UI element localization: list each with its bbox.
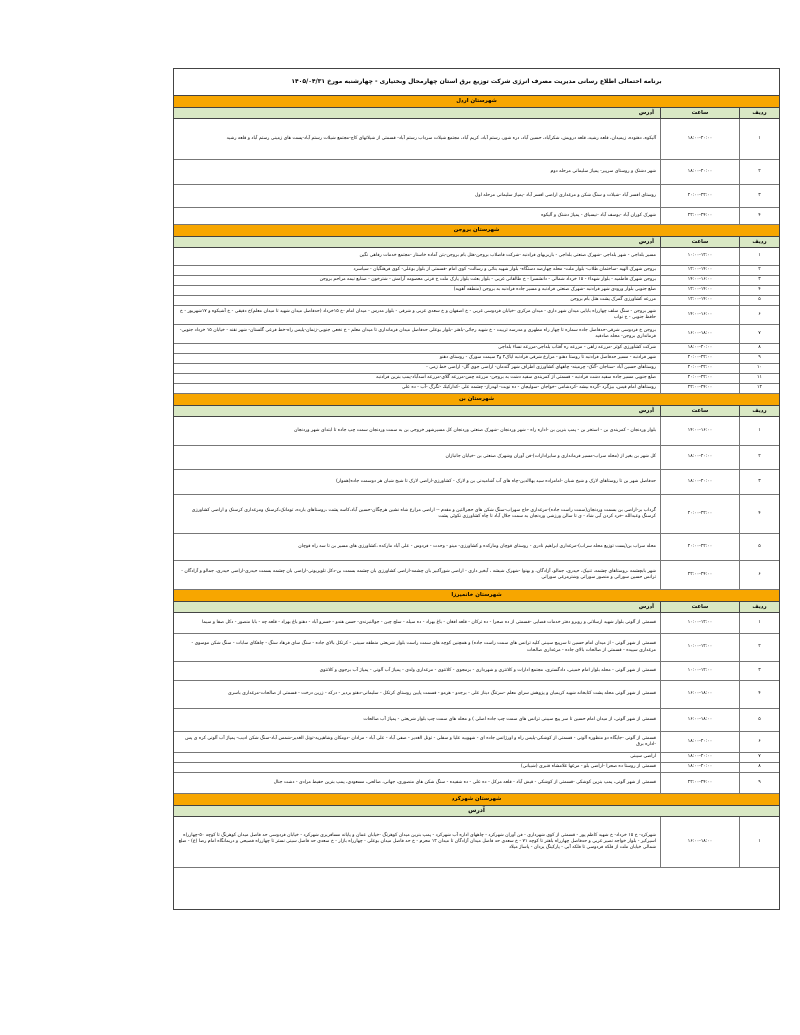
row-address: شهر بروجن - سنگ سلف چهارراه بابایی میدان شهر داری - میدان مرکزی -خیابان فردوسی غربی - خ اصفهان و خ سعدی غربی و شرقی - بلوار مدرس - میدان امام -خ ۱۵خرداد (حدفاصل میدان شهید تا میدان معلم)خ دقیقی - خ آشیکوه و ۱۷شهریور - خ حافظ جنوبی - خ نواب	[179, 308, 656, 320]
row-number: ۱	[739, 248, 779, 265]
row-number: ۳	[739, 276, 779, 285]
row-address: شهرکرد- خ ۱۵ خرداد- خ شهید کاظم پور - قسمتی از کوی شهرداری - فن آوران شهرکرد - چاههای اداره آب شهرکرد - پمپ بنزین میدان کوهرنگ -خیابان عمان و پایانه مسافربری شهرکرد - خیابان فردوسی حد فاصل میدان کوهرنگ تا کوچه ۵۰-چهارراه اسپرکیر - بلوار خواجه نصیر غربی و حدفاصل چهارراه باهنر تا کوچه ۷۱ - خ سعدی حد فاصل میدان آزادگان تا میدان ۱۲ محرم - خ حد فاصل میدان بوعلی - چهارراه بازار - خ سعدی حد فاصل سینی نستر تا چهارراه فصیحی و دربمانگاه امام رضا (ع) - ضلع شمالی خیابان ملت از فلکه فردوسی تا فلکه آبی - پارکینگ یزدان - پاساژ میلاد	[178, 832, 656, 851]
row-number: ۳	[739, 185, 779, 207]
row-number: ۴	[739, 286, 779, 295]
row-number: ۶	[739, 732, 779, 752]
row-address: حدفاصل شهر بن تا روستاهای لارک و شیخ شبان -امامزاده سید بهاالدین-چاه های آب آشامیدنی بن و لارک - کشاورزی-اراضی لارک تا شیخ شبان هر دوسمت جاده(هموار)	[335, 478, 656, 484]
section-header: شهرستان شهرکرد	[174, 794, 779, 806]
row-address: روستای افسر آباد -شیلات و سنگ شکن و مرغداری اراضی افسر آباد -پمپاژ سلیمانی مرحله اول	[475, 192, 656, 198]
row-time: ۱۸:۰۰-۲۰:۰۰	[660, 446, 739, 469]
table-row	[174, 534, 779, 561]
table-row	[174, 325, 779, 344]
row-time: ۱۸:۰۰-۲۰:۰۰	[660, 732, 739, 752]
row-time: ۱۶:۰۰-۱۸:۰۰	[660, 709, 739, 731]
column-header-row	[174, 108, 779, 119]
row-number: ۵	[739, 709, 779, 731]
row-number: ۶	[739, 561, 779, 589]
row-address: شرکت کشاورزی کوثر -مزرعه زاهی - مزرعه ره آفتاب بلداجی-مزرعه نساء بلداجی	[498, 345, 656, 351]
row-time: ۱۴:۰۰-۱۶:۰۰	[660, 306, 739, 324]
row-time: ۲۰:۰۰-۲۲:۰۰	[660, 364, 739, 373]
document-title: برنامه احتمالی اطلاع رسانی مدیریت مصرف انرژی شرکت توزیع برق استان چهارمحال وبختیاری - چهارشنبه مورخ ۱۴۰۵/۰۴/۳۱	[174, 69, 779, 96]
table-row	[174, 561, 779, 590]
table-row	[174, 286, 779, 296]
row-time: ۱۲:۰۰-۱۴:۰۰	[660, 266, 739, 275]
row-address: شهر بابچشمه ،روستاهای چشمه، تنبیک، حیدری، جمالو، آزادگان، و بهنوا -شهرک شیشه ، آبخیز داری - اراضی شورآکبیر بان چشمه-اراضی کشاورزی بان چشمه بسمت بن-دکل تلویزیونی-اراضی بان چشمه بسمت حیدری-اراضی حیدری، جمالو و آزادگان - ترانس حسین سوراتی و منصور سوراتی وشترمرغی سوراتی	[181, 568, 656, 580]
table-row	[174, 384, 779, 394]
schedule-document	[173, 68, 780, 910]
column-header-time: ساعت	[660, 406, 739, 416]
row-time: ۱۲:۰۰-۱۴:۰۰	[660, 286, 739, 295]
row-address: اراضی سیبنی	[630, 754, 656, 760]
row-time: ۲۲:۰۰-۲۴:۰۰	[660, 384, 739, 393]
row-number: ۱۱	[739, 374, 779, 383]
row-time: ۱۶:۰۰-۱۸:۰۰	[660, 681, 739, 708]
row-address: روستاهای حسین آباد -سناجان -گنک- چرمینه- چاههای کشاورزی اطراف شهر گندمان- اراضی جوی گل- اراضی خط زمی -	[426, 365, 656, 371]
row-number: ۲	[739, 266, 779, 275]
row-address: قسمتی از آلونی -جایگاه دو منظوره آلونی - قسمتی از کوشکی-پلیس راه و اورژانس جاده ای - شهوبیه علیا و سفلی - تونل الغدیر - صفی آباد - علی آباد - مرادان -دومکان وشاهپریه-تونل الغدیر-شمس آباد-سنگ شکن ادیب- پمپاژ آب آلونی کره ی پس -اداره برق	[185, 735, 656, 747]
table-row	[174, 296, 779, 306]
row-address: مزرعه کشاورزی گمرک پشت هتل بام بروجن	[570, 297, 656, 303]
section-header: شهرستان اردل	[174, 96, 779, 108]
row-address: کل شهر بن بغیر از (محله سراب-مسیر فرمانداری و سایرادارات)-فن آوران وشهرک صنعتی بن -خیابان جانبازان	[445, 454, 656, 460]
row-number: ۲	[739, 634, 779, 661]
table-row	[174, 732, 779, 753]
row-time: ۱۸:۰۰-۲۰:۰۰	[660, 160, 739, 184]
table-row	[174, 417, 779, 446]
row-address: مسیر بلداجی - شهر بلداجی -شهرک صنعتی بلداجی - باربریهای فرادنبه -شرکت فاضلاب بروجن-هتل بام بروجن-بتن آماده خاستار -مجتمع خدمات رفاهی نگین	[359, 253, 656, 259]
row-address: ضلع جنوبی بلوار ورودی شهر فرادنبه -شهرک صنعتی فرادنبه و مسیر جاده فرادنبه به بروجن (منطقه آهویه)	[453, 287, 656, 293]
row-number: ۱	[739, 613, 779, 633]
row-time: ۱۴:۰۰-۱۶:۰۰	[660, 417, 739, 445]
row-number: ۴	[739, 681, 779, 708]
sections-container	[174, 96, 779, 868]
column-header-address: آدرس	[468, 807, 485, 814]
row-address: شهر دشتک و روستای سرپیر- پمپاژ سلیمانی مرحله دوم	[550, 168, 656, 174]
column-header-address: آدرس	[638, 239, 654, 245]
row-address: قسمتی از شهر آلونی - از میدان امام حسین تا سرپیچ سیبنی کلیه ترانس های سمت راست جاده) و همچنین کوچه های سمت راست بلوار شریعتی منطقه سیبنی - کرتکل بالای جاده - سنگ سای فرهاد سنگ - چاهکای سابات - سنگ شکن موسوی - مرغداری سپیده - قسمتی از صالحات بالای جاده - مرغداری صالحات	[191, 641, 656, 653]
row-number: ۵	[739, 296, 779, 305]
row-address: گرداب بر-اراضی بن بسمت وردنجان(سمت راست جاده)-مرغداری حاج سهراب-سنگ شکن های حجرالثین و مقدم -- اراضی مزارع شاه نشین هرچگان-حسین آباد،کاسه پشت ،روستاهای بارده، تومانک،کرسنک ومرغداری کرسنک و اراضی کشاورزی کرسنگ وعبدالله -خرد کردن آبی شاد - ی تا سالن ورزشی وردنجان به سمت جلال آباد تا چاه کشاورزی نکوئی پشت	[191, 507, 656, 519]
table-row	[174, 160, 779, 185]
table-row	[174, 344, 779, 354]
row-time: ۲۰:۰۰-۲۲:۰۰	[660, 534, 739, 560]
row-time: ۲۰:۰۰-۲۲:۰۰	[660, 374, 739, 383]
table-row	[174, 753, 779, 763]
row-time: ۱۶:۰۰-۱۸:۰۰	[660, 325, 739, 343]
row-number: ۲	[739, 446, 779, 469]
table-row	[174, 709, 779, 732]
row-number: ۱	[739, 417, 779, 445]
column-header-time: ساعت	[660, 108, 739, 118]
row-time: ۱۶:۰۰-۱۸:۰۰	[660, 817, 739, 867]
row-number: ۴	[739, 208, 779, 224]
row-number: ۲	[739, 160, 779, 184]
row-number: ۹	[739, 354, 779, 363]
column-header-address: آدرس	[638, 408, 654, 414]
row-time: ۱۰:۰۰-۱۲:۰۰	[660, 662, 739, 680]
row-time: ۱۸:۰۰-۲۰:۰۰	[660, 344, 739, 353]
row-number: ۶	[739, 306, 779, 324]
row-time: ۱۸:۰۰-۲۰:۰۰	[660, 470, 739, 494]
row-number: ۷	[739, 325, 779, 343]
row-number: ۸	[739, 763, 779, 772]
row-address: قسمتی از آلونی بلوار شهید ارسلانی و روبرو دفتر خدمات قضایی -قسمتی از ده صحرا - ده ترکان - قلعه افغان - باغ بهزاد - ده سیله - سلج چین - جوالنبرندی- حسن هندو - خسرو آباد - دهنو باغ بهزاد - قلعه چه - بابا منصور - دکل صفا و سیما	[202, 619, 656, 625]
column-header-row	[174, 806, 779, 817]
table-row	[174, 681, 779, 709]
row-number: ۱	[739, 119, 779, 159]
table-row	[174, 495, 779, 534]
row-time: ۱۰:۰۰-۱۲:۰۰	[660, 634, 739, 661]
column-header-address: آدرس	[638, 110, 654, 116]
row-address: قسمتی از روستا ده صحرا -اراضی بلو - مرغها غلامشاه قنبری (شیبانی)	[520, 764, 656, 770]
row-address: شهر فرادنبه - مسیر حدفاصل فرادنبه تا روستا دهنو - مزارع شرقی فرادنبه ایاک۲ و۳ سیمت سورک - روستای دهنو	[439, 355, 656, 361]
row-time: ۱۸:۰۰-۲۰:۰۰	[660, 763, 739, 772]
column-header-no: ردیف	[739, 237, 779, 247]
table-row	[174, 276, 779, 286]
row-address: بروجن خ فردوسی شرقی-حدفاصل جاده سماره تا چهار راه مطهری و مدرسه تربیت - خ شهید رجائی-باهنر -بلوار بوعلی حدفاصل میدان فرمانداری تا میدان معلم - خ نخعی جنوبی-زنمان-پلیس راه-خط فرعی گلستان- شهر نقنه - خیابان ۱۵ خرداد جنوبی- فرمانداری بروجن- محله صادقیه	[179, 327, 656, 339]
row-number: ۸	[739, 344, 779, 353]
column-header-address: آدرس	[638, 604, 654, 610]
row-time: ۱۰:۰۰-۱۲:۰۰	[660, 248, 739, 265]
row-address: بروجن شهرک الهیه -ساختمان طلاب- بلوار ملت- محله چهارصد دستگاه- بلوار شهید بنائی و رسالت- کوی امام -قسمتی از بلوار بوعلی- کوی فرهنگیان - سیاسرد	[353, 267, 656, 273]
column-header-no: ردیف	[739, 602, 779, 612]
table-row	[174, 613, 779, 634]
table-row	[174, 662, 779, 681]
row-address: قسمتی از شهر آلونی، پمپ بنزین کوشکی -قسمتی از کوشکی - قیش آباد - قلعه مزکل - ده علی - ده شفیده - سنگ شکن های منصوری، جهانی، صالحی، مسعودی، پمپ بنزین حفیط مرادی - دشت جنال	[273, 779, 656, 785]
column-header-no: ردیف	[739, 406, 779, 416]
row-address: بروجن شهرک فاطمیه - بلوار شهداء - ۱۵ خرداد شمالی - دانشسرا - خ طالقانی غربی - بلوار بعثت بلوار پارک ملت خ قرنی معصومه آرامش - شترخون - صنایع نیمه مراحم بروجن	[319, 277, 656, 283]
row-number: ۱۰	[739, 364, 779, 373]
column-header-row	[174, 237, 779, 248]
table-row	[174, 374, 779, 384]
row-time: ۱۲:۰۰-۱۴:۰۰	[660, 296, 739, 305]
column-header-time: ساعت	[660, 237, 739, 247]
table-row	[174, 446, 779, 470]
row-number: ۹	[739, 773, 779, 793]
row-address: محله سراب بن(پست توزیع محله سراب)-مرغداری ابراهیم نادری - روستای قوچان ومارکده و کشاورزی- مینو - وحدت - فردوس - علی آباد مارکده ،کشاورزی های مسیر بن تا سه راه قوچان	[298, 543, 656, 549]
row-time: ۱۸:۰۰-۲۰:۰۰	[660, 119, 739, 159]
row-address: قسمتی از شهر آلونی، از میدان امام حسین تا سر پیچ سیبنی ترانس های سمت چپ جاده اصلی ) و محله های سمت چپ بلوار شریعتی - پمپاژ آب صالحات	[363, 716, 656, 722]
row-time: ۱۰:۰۰-۱۲:۰۰	[660, 613, 739, 633]
column-header-row	[174, 406, 779, 417]
table-row	[174, 248, 779, 266]
row-time: ۲۰:۰۰-۲۲:۰۰	[660, 354, 739, 363]
row-time: ۲۰:۰۰-۲۲:۰۰	[660, 495, 739, 533]
row-number: ۳	[739, 470, 779, 494]
row-address: قسمتی از شهر آلونی محله پشت کتابخانه شهید کریمیان و پژوهش سرای معلم -سرتنگ دیناز علی - برجدو - هرمو - قسمت پایین روستای کرتکل - سلیمانی-دهنو بردیر - درکه - زرین درخت - قسمتی از صالحات-مرغداری باسری	[228, 691, 656, 697]
column-header-row	[174, 602, 779, 613]
table-row	[174, 208, 779, 225]
row-number: ۱۲	[739, 384, 779, 393]
row-address: شهرک کوران آباد -یوسف آباد -نیسیاق - پمپاژ دشتک و آلیکوه	[541, 212, 656, 218]
row-time: ۲۲:۰۰-۲۴:۰۰	[660, 561, 739, 589]
row-time: ۲۲:۰۰-۲۴:۰۰	[660, 773, 739, 793]
table-row	[174, 817, 779, 868]
row-number: ۴	[739, 495, 779, 533]
row-time: ۲۲:۰۰-۲۴:۰۰	[660, 208, 739, 224]
row-number: ۷	[739, 753, 779, 762]
table-row	[174, 634, 779, 662]
section-header: شهرستان بن	[174, 394, 779, 406]
table-row	[174, 119, 779, 160]
row-number: ۳	[739, 662, 779, 680]
row-address: روستاهای امام قیس، بیژگرد -گرده بیشه -کردشامی -خواجان -سولیجان - ده نوبت- لهدراز- چشمه علی -کداركيك -تگرگ -آب - ده علی	[401, 385, 656, 391]
table-row	[174, 763, 779, 773]
section-header: شهرستان بروجن	[174, 225, 779, 237]
row-address: آلیکوه، دهنوده، زیمیدان، قلعه رشید، قلعه درویش، شکرآباد، حسین آباد، دره شور، رستم آباد، کریم آباد، مجتمع شیلات سرداب رستم آباد- قسمتی از شیلاتهای کاج-مجتمع شیلات رستم آباد-پست های زمینی رستم آباد و قلعه رشید	[226, 135, 656, 141]
row-number: ۵	[739, 534, 779, 560]
row-address: ضلع جنوبی مسیر جاده سفید دشت فرادنبه - قسمتی از کمربندی سفید دشت به بروجن- مزرعه چمن-مزرعه گلای-مزرعه اسدآباد-پمپ بنزین فرادنبه	[376, 375, 656, 381]
column-header-time: ساعت	[660, 602, 739, 612]
row-address: قسمتی از شهر آلونی - محله بلوار امام خمینی، دادگستری، مجتمع ادارات و کلانتری و شهرداری - بزمجوی - کلانتوی - مرغداری ولدی - پمپاژ آب آلونی - پمپاژ آب برجوی و کلانتوی	[319, 667, 656, 673]
table-row	[174, 354, 779, 364]
section-header: شهرستان خانمیرزا	[174, 590, 779, 602]
table-row	[174, 773, 779, 794]
table-row	[174, 364, 779, 374]
column-header-no: ردیف	[739, 108, 779, 118]
row-time: ۲۰:۰۰-۲۲:۰۰	[660, 185, 739, 207]
row-number: ۱	[739, 817, 779, 867]
table-row	[174, 266, 779, 276]
table-row	[174, 185, 779, 208]
row-time: ۱۸:۰۰-۲۰:۰۰	[660, 753, 739, 762]
table-row	[174, 306, 779, 325]
table-row	[174, 470, 779, 495]
row-time: ۱۴:۰۰-۱۶:۰۰	[660, 276, 739, 285]
row-address: بلوار وردنجان - کمربندی بن - استخر بن - پمپ بنزین بن -اداره راه - شهر وردنجان -شهرک صنعتی وردنجان کل مسیرشهر خروجی بن به سمت وردنجان سمت چپ جاده تا ابتدای شهر وردنجان	[294, 427, 656, 433]
